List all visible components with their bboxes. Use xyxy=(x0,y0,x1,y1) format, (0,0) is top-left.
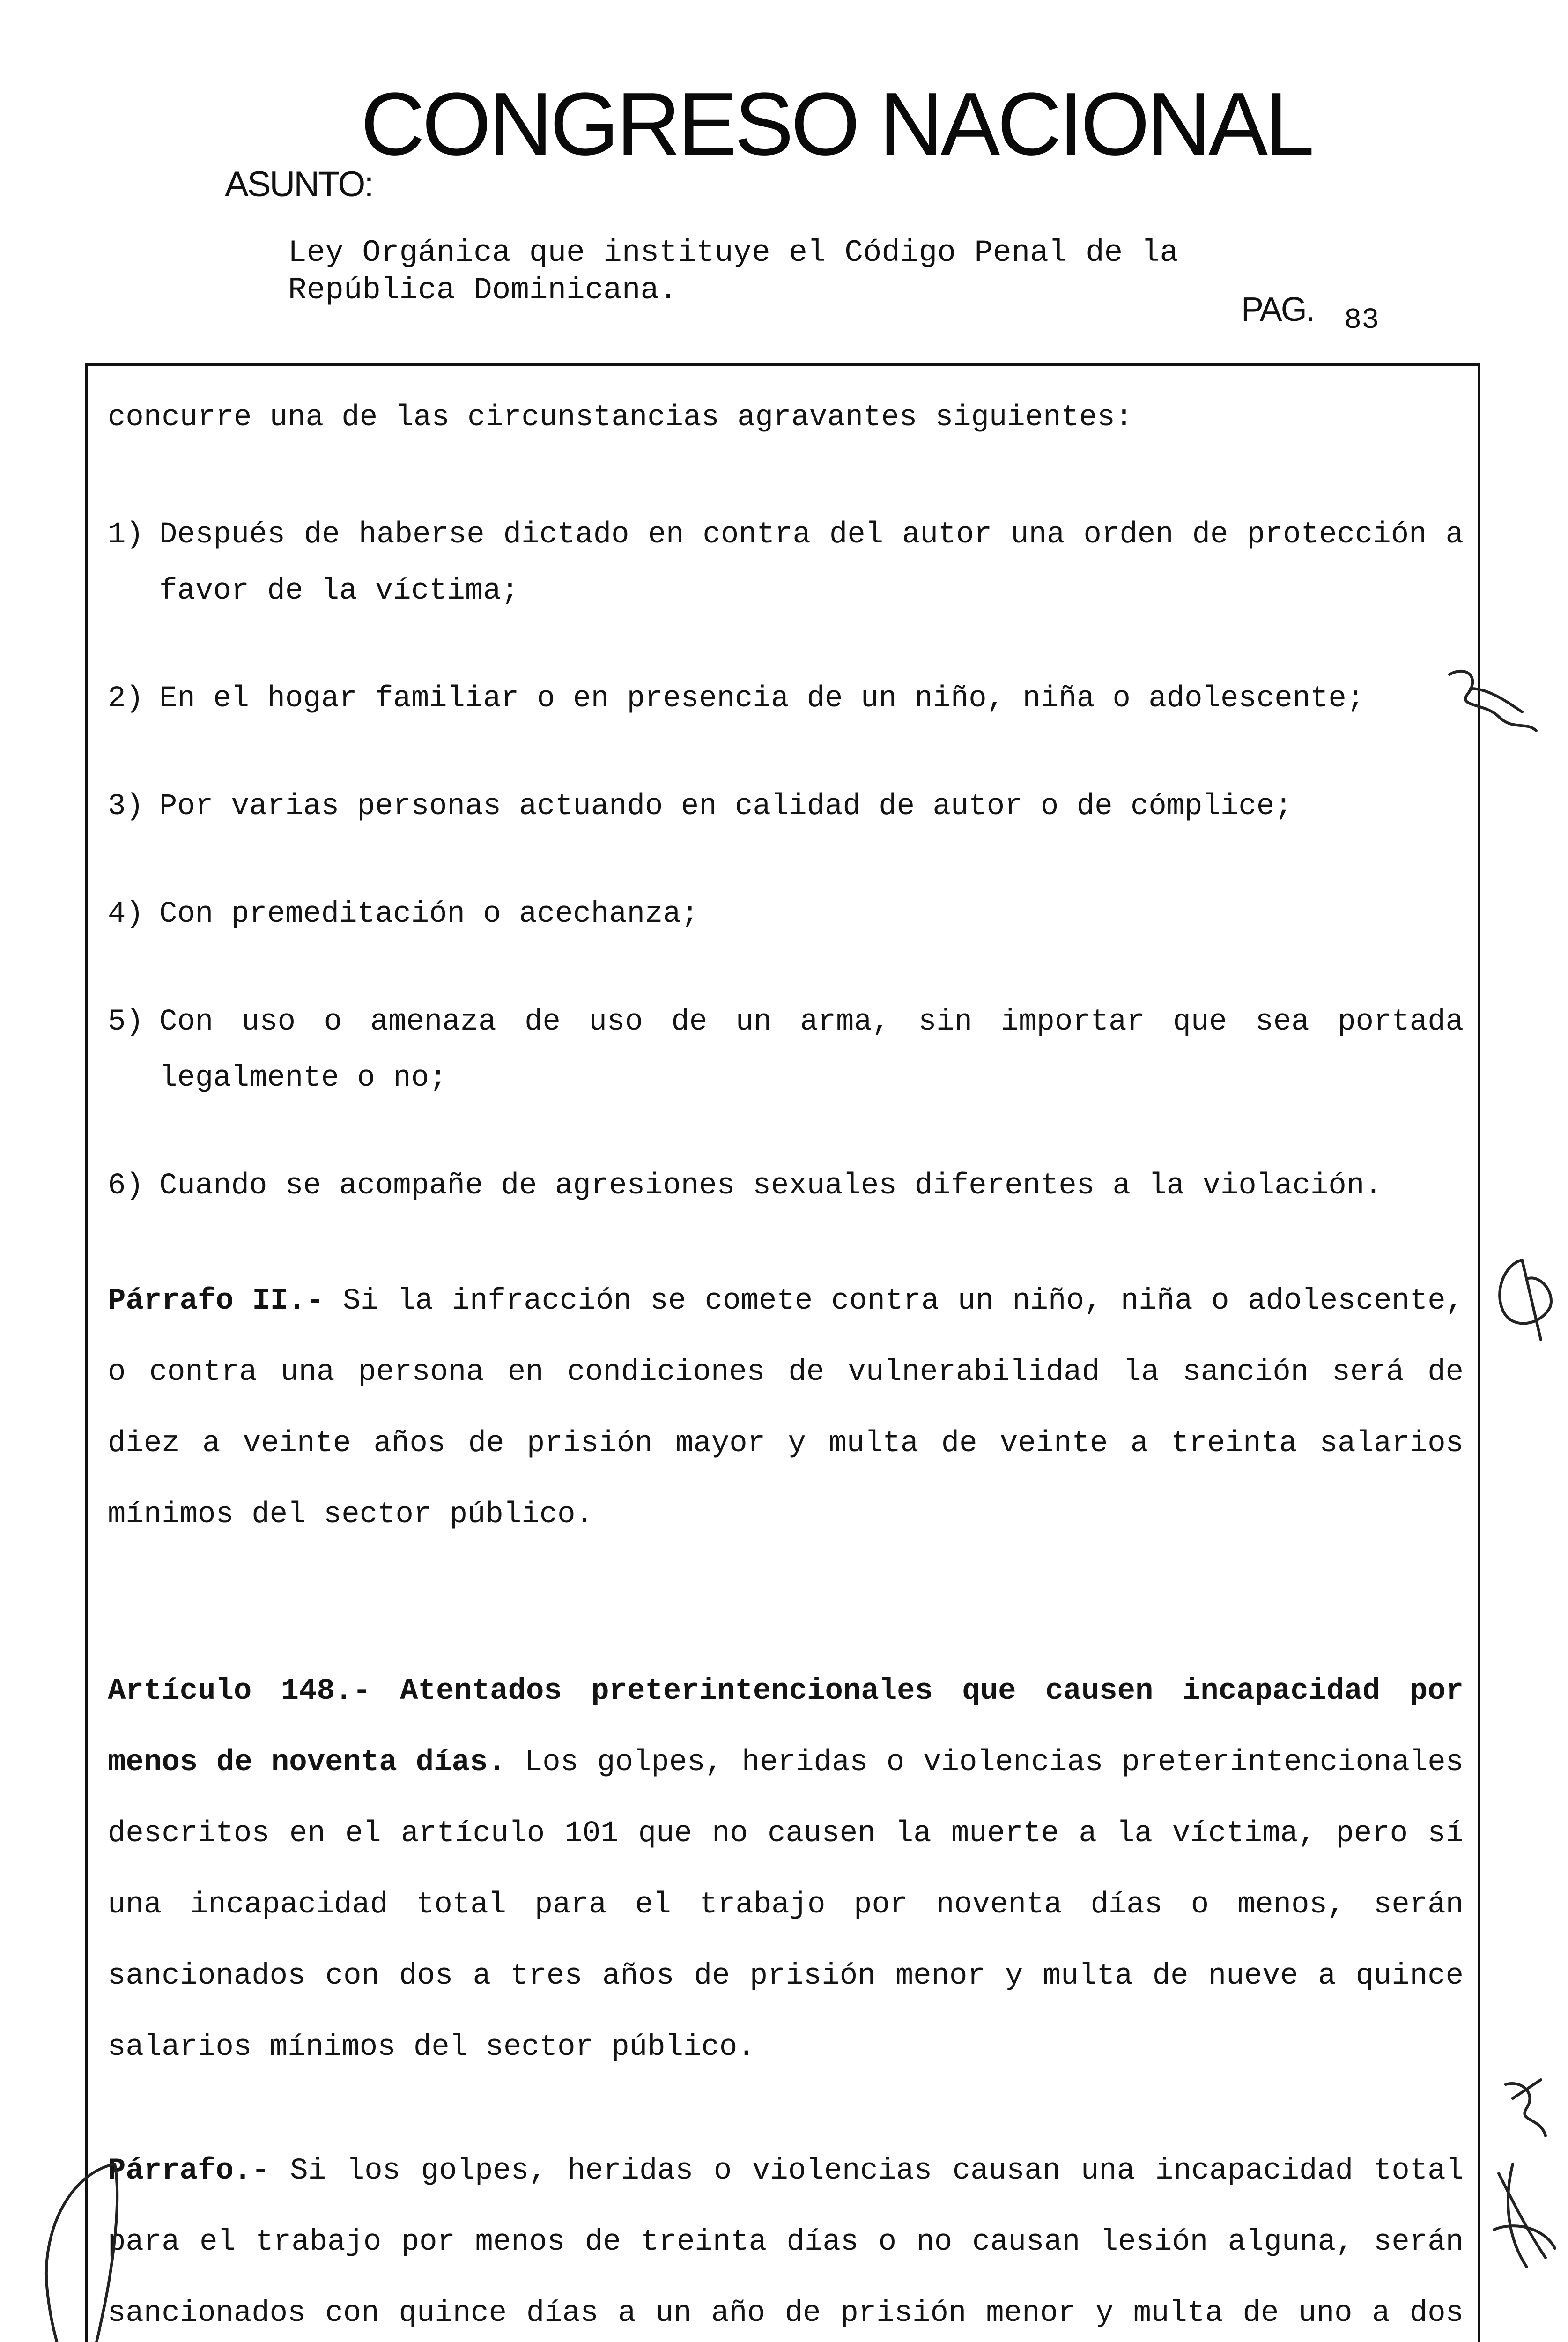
list-item-text: Con uso o amenaza de uso de un arma, sin importar que sea portada legalmente o no; xyxy=(159,1005,1464,1095)
list-item-number: 2) xyxy=(108,682,144,716)
header-title: CONGRESO NACIONAL xyxy=(361,74,1312,174)
document-body xyxy=(108,399,1464,2342)
list-item-number: 6) xyxy=(108,1169,144,1203)
list-item-text: Con premeditación o acechanza; xyxy=(159,897,699,931)
list-item-number: 3) xyxy=(108,790,144,823)
list-item-text: Después de haberse dictado en contra del autor una orden de protección a favor de la víctima; xyxy=(159,518,1464,608)
initials-mark-3 xyxy=(1506,2080,1546,2136)
list-item-text: Por varias personas actuando en calidad de autor o de cómplice; xyxy=(159,790,1293,823)
list-item xyxy=(108,994,1464,1106)
parrafo-text: Si los golpes, heridas o violencias causan una incapacidad total para el trabajo por menos de treinta días o no causan lesión alguna, serán sancionados con quince días a un año de prisión menor y multa de uno a dos xyxy=(108,2154,1464,2330)
parrafo-label: Párrafo.- xyxy=(108,2154,270,2188)
page-number: 83 xyxy=(1344,304,1379,337)
list-item-number: 4) xyxy=(108,897,144,931)
parrafo-ii-label: Párrafo II.- xyxy=(108,1284,325,1318)
parrafo-ii-text: Si la infracción se comete contra un niño, niña o adolescente, o contra una persona en condiciones de vulnerabilidad la sanción será de diez a veinte años de prisión mayor y multa de veinte a treinta salarios mínimos del sector público. xyxy=(108,1284,1464,1532)
asunto-label: ASUNTO: xyxy=(225,164,373,204)
parrafo xyxy=(108,2135,1464,2342)
article-148-heading: Artículo 148.- Atentados preterintencionales que causen incapacidad por menos de noventa días. xyxy=(108,1675,1464,1779)
list-item xyxy=(108,1158,1464,1214)
intro-text: concurre una de las circunstancias agravantes siguientes: xyxy=(108,401,1133,435)
list-item-number: 5) xyxy=(108,1005,144,1039)
list-item-text: En el hogar familiar o en presencia de un niño, niña o adolescente; xyxy=(159,682,1365,716)
page-label: PAG. xyxy=(1241,291,1314,328)
list-item xyxy=(108,507,1464,619)
list-item xyxy=(108,778,1464,835)
list-item-number: 1) xyxy=(108,518,144,552)
initials-mark-4 xyxy=(1494,2164,1555,2267)
list-item-text: Cuando se acompañe de agresiones sexuales diferentes a la violación. xyxy=(159,1169,1383,1203)
parrafo-ii xyxy=(108,1266,1464,1550)
subject-text: Ley Orgánica que instituye el Código Penal de la República Dominicana. xyxy=(288,235,1179,308)
article-148-text: Los golpes, heridas o violencias preterintencionales descritos en el artículo 101 que no causen la muerte a la víctima, pero sí una incapacidad total para el trabajo por noventa días o menos, serán sancionados con dos a tres años de prisión menor y multa de nueve a quince salarios mínimos del sector público. xyxy=(108,1746,1464,2064)
initials-mark-2 xyxy=(1500,1260,1551,1340)
article-148 xyxy=(108,1656,1464,2083)
list-item xyxy=(108,886,1464,942)
list-item xyxy=(108,671,1464,727)
